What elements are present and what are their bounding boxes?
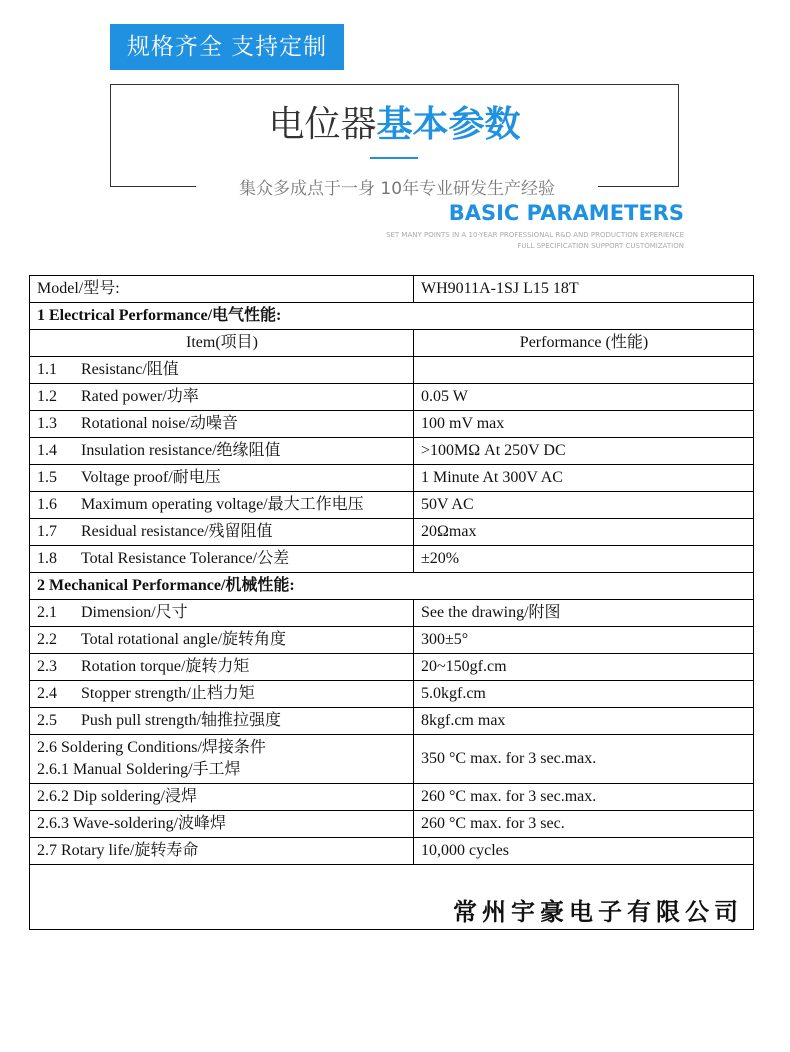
row-value: ±20%: [414, 546, 754, 573]
subtitle: 集众多成点于一身 10年专业研发生产经验: [238, 179, 556, 199]
table-row: [30, 600, 754, 627]
row-value: 300±5°: [414, 627, 754, 654]
row-number: 2.1: [37, 604, 57, 621]
row-item-label: Total Resistance Tolerance/公差: [81, 550, 290, 567]
row-item-cell: [30, 600, 414, 627]
row-item-label: Rated power/功率: [81, 388, 199, 405]
row-item-cell: [30, 384, 414, 411]
frame-line: [110, 186, 196, 187]
dip-value: 260 °C max. for 3 sec.max.: [414, 784, 754, 811]
row-item-cell: [30, 438, 414, 465]
row-number: 1.3: [37, 415, 57, 432]
wave-item: 2.6.3 Wave-soldering/波峰焊: [30, 811, 414, 838]
table-row: [30, 735, 754, 784]
section-header: [30, 573, 754, 600]
row-value: 20Ωmax: [414, 519, 754, 546]
footer-row: [30, 865, 754, 930]
dip-item: 2.6.2 Dip soldering/浸焊: [30, 784, 414, 811]
row-item-cell: [30, 654, 414, 681]
row-value: 5.0kgf.cm: [414, 681, 754, 708]
spec-table: [29, 275, 754, 930]
row-item-label: Dimension/尺寸: [81, 604, 188, 621]
row-item-label: Voltage proof/耐电压: [81, 469, 221, 486]
row-item-cell: [30, 681, 414, 708]
row-number: 2.3: [37, 658, 57, 675]
row-number: 1.5: [37, 469, 57, 486]
table-row: [30, 681, 754, 708]
page-title: [110, 96, 679, 147]
row-number: 2.2: [37, 631, 57, 648]
model-row: [30, 276, 754, 303]
table-row: [30, 838, 754, 865]
row-number: 1.4: [37, 442, 57, 459]
section-mechanical: 2 Mechanical Performance/机械性能:: [30, 573, 754, 600]
row-item-cell: [30, 411, 414, 438]
row-item-label: Total rotational angle/旋转角度: [81, 631, 287, 648]
row-value: See the drawing/附图: [414, 600, 754, 627]
section-header: [30, 303, 754, 330]
row-item-label: Rotation torque/旋转力矩: [81, 658, 250, 675]
table-row: [30, 627, 754, 654]
row-item-cell: [30, 546, 414, 573]
table-row: [30, 492, 754, 519]
row-item-label: Insulation resistance/绝缘阻值: [81, 442, 281, 459]
tagline-1: SET MANY POINTS IN A 10-YEAR PROFESSIONAL R&D AND PRODUCTION EXPERIENCE: [386, 231, 684, 239]
spec-badge: 规格齐全 支持定制: [110, 24, 344, 70]
table-row: [30, 465, 754, 492]
row-value: 0.05 W: [414, 384, 754, 411]
row-number: 2.4: [37, 685, 57, 702]
tagline-2: FULL SPECIFICATION SUPPORT CUSTOMIZATION: [517, 242, 684, 250]
row-number: 1.7: [37, 523, 57, 540]
model-label: Model/型号:: [30, 276, 414, 303]
row-item-label: Residual resistance/残留阻值: [81, 523, 273, 540]
table-row: [30, 708, 754, 735]
table-row: [30, 357, 754, 384]
row-value: 100 mV max: [414, 411, 754, 438]
row-value: 1 Minute At 300V AC: [414, 465, 754, 492]
rotary-value: 10,000 cycles: [414, 838, 754, 865]
row-value: 50V AC: [414, 492, 754, 519]
row-number: 1.1: [37, 361, 57, 378]
header-item: Item(项目): [30, 330, 414, 357]
row-item-label: Resistanc/阻值: [81, 361, 179, 378]
soldering-line1: 2.6 Soldering Conditions/焊接条件: [37, 739, 266, 756]
row-value: [414, 357, 754, 384]
table-row: [30, 546, 754, 573]
title-highlight: 基本参数: [376, 104, 521, 145]
row-item-cell: [30, 357, 414, 384]
table-row: [30, 654, 754, 681]
table-row: [30, 384, 754, 411]
rotary-item: 2.7 Rotary life/旋转寿命: [30, 838, 414, 865]
row-item-cell: [30, 492, 414, 519]
soldering-item: [30, 735, 414, 784]
english-heading: BASIC PARAMETERS: [448, 201, 684, 225]
model-value: WH9011A-1SJ L15 18T: [414, 276, 754, 303]
row-value: 20~150gf.cm: [414, 654, 754, 681]
row-number: 2.5: [37, 712, 57, 729]
header-performance: Performance (性能): [414, 330, 754, 357]
row-item-label: Maximum operating voltage/最大工作电压: [81, 496, 364, 513]
wave-value: 260 °C max. for 3 sec.: [414, 811, 754, 838]
row-number: 1.8: [37, 550, 57, 567]
table-row: [30, 811, 754, 838]
company-name: 常州宇豪电子有限公司: [453, 900, 743, 926]
row-number: 1.2: [37, 388, 57, 405]
row-item-cell: [30, 519, 414, 546]
row-number: 1.6: [37, 496, 57, 513]
title-plain: 电位器: [268, 104, 377, 145]
table-row: [30, 438, 754, 465]
row-value: >100MΩ At 250V DC: [414, 438, 754, 465]
column-headers: [30, 330, 754, 357]
row-item-cell: [30, 465, 414, 492]
table-row: [30, 784, 754, 811]
row-item-label: Stopper strength/止档力矩: [81, 685, 255, 702]
table-row: [30, 519, 754, 546]
section-electrical: 1 Electrical Performance/电气性能:: [30, 303, 754, 330]
title-underline: [370, 157, 418, 159]
table-row: [30, 411, 754, 438]
footer-cell: [30, 865, 754, 930]
soldering-line2: 2.6.1 Manual Soldering/手工焊: [37, 761, 241, 778]
row-item-cell: [30, 708, 414, 735]
frame-line: [110, 84, 679, 85]
row-item-cell: [30, 627, 414, 654]
row-value: 8kgf.cm max: [414, 708, 754, 735]
row-item-label: Push pull strength/轴推拉强度: [81, 712, 282, 729]
soldering-value: 350 °C max. for 3 sec.max.: [414, 735, 754, 784]
row-item-label: Rotational noise/动噪音: [81, 415, 238, 432]
frame-line: [598, 186, 679, 187]
